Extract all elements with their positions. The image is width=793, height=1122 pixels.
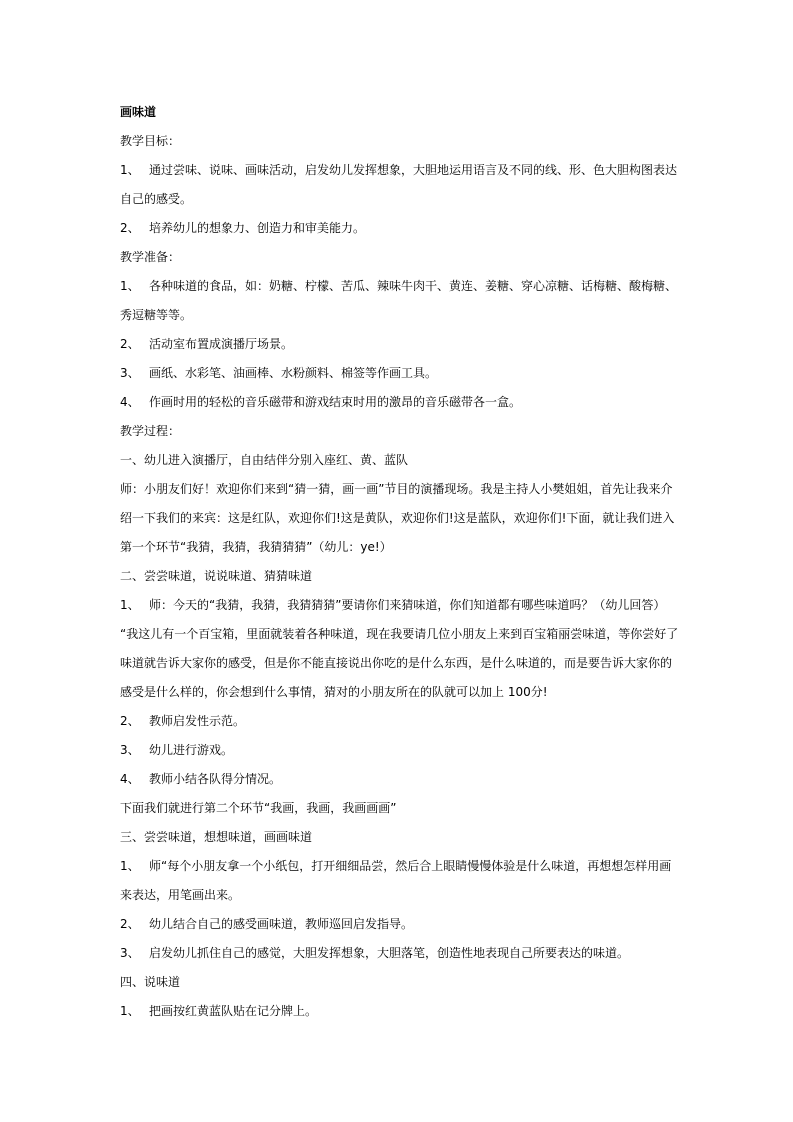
- text-line: [120, 794, 680, 823]
- line-text: 二、尝尝味道，说说味道、猜猜味道: [120, 569, 313, 583]
- text-line: [120, 330, 680, 359]
- text-line: [120, 475, 680, 504]
- text-line: [120, 127, 680, 156]
- text-line: [120, 504, 680, 533]
- line-text: 师：今天的“我猜，我猜，我猜猜猜”要请你们来猜味道，你们知道都有哪些味道吗？（幼儿回答）: [149, 598, 666, 612]
- document-body: [120, 127, 680, 1026]
- text-line: [120, 533, 680, 562]
- line-text: 各种味道的食品，如：奶糖、柠檬、苦瓜、辣味牛肉干、黄连、姜糖、穿心凉糖、话梅糖、酸梅糖、: [149, 279, 678, 293]
- list-number: 3、: [120, 366, 140, 380]
- list-number: 2、: [120, 221, 140, 235]
- line-text: 画纸、水彩笔、油画棒、水粉颜料、棉签等作画工具。: [149, 366, 438, 380]
- line-text: 绍一下我们的来宾：这是红队，欢迎你们!这是黄队，欢迎你们!这是蓝队，欢迎你们!下面，就让我们进入: [120, 511, 675, 525]
- line-text: 师：小朋友们好！欢迎你们来到“猜一猜，画一画”节目的演播现场。我是主持人小樊姐姐，首先让我来介: [120, 482, 673, 496]
- line-text: 一、幼儿进入演播厅，自由结伴分别入座红、黄、蓝队: [120, 453, 409, 467]
- text-line: [120, 881, 680, 910]
- line-text: 四、说味道: [120, 975, 181, 989]
- line-text: 自己的感受。: [120, 192, 193, 206]
- line-text: 启发幼儿抓住自己的感觉，大胆发挥想象，大胆落笔，创造性地表现自己所要表达的味道。: [149, 946, 630, 960]
- text-line: [120, 968, 680, 997]
- text-line: [120, 185, 680, 214]
- text-line: [120, 359, 680, 388]
- line-text: 教学目标：: [120, 134, 181, 148]
- text-line: [120, 823, 680, 852]
- text-line: [120, 707, 680, 736]
- text-line: [120, 243, 680, 272]
- line-text: “我这儿有一个百宝箱，里面就装着各种味道，现在我要请几位小朋友上来到百宝箱丽尝味道，等你尝好了: [120, 627, 679, 641]
- list-number: 2、: [120, 337, 140, 351]
- text-line: [120, 417, 680, 446]
- list-number: 1、: [120, 598, 140, 612]
- document-title: 画味道: [120, 105, 157, 119]
- line-text: 味道就告诉大家你的感受，但是你不能直接说出你吃的是什么东西，是什么味道的，而是要告诉大家你的: [120, 656, 673, 670]
- text-line: [120, 997, 680, 1026]
- line-text: 作画时用的轻松的音乐磁带和游戏结束时用的激昂的音乐磁带各一盒。: [149, 395, 522, 409]
- text-line: [120, 939, 680, 968]
- line-text: 活动室布置成演播厅场景。: [149, 337, 294, 351]
- line-text: 教学准备：: [120, 250, 181, 264]
- list-number: 4、: [120, 772, 140, 786]
- text-line: [120, 562, 680, 591]
- list-number: 4、: [120, 395, 140, 409]
- text-line: [120, 852, 680, 881]
- text-line: [120, 156, 680, 185]
- list-number: 1、: [120, 859, 140, 873]
- text-line: [120, 214, 680, 243]
- text-line: [120, 620, 680, 649]
- list-number: 2、: [120, 917, 140, 931]
- document-page: [120, 98, 680, 1026]
- text-line: [120, 765, 680, 794]
- line-text: 感受是什么样的，你会想到什么事情，猜对的小朋友所在的队就可以加上 100分!: [120, 685, 548, 699]
- line-text: 教学过程：: [120, 424, 181, 438]
- line-text: 下面我们就进行第二个环节“我画，我画，我画画画”: [120, 801, 397, 815]
- line-text: 教师启发性示范。: [149, 714, 246, 728]
- text-line: [120, 678, 680, 707]
- list-number: 2、: [120, 714, 140, 728]
- line-text: 三、尝尝味道，想想味道，画画味道: [120, 830, 313, 844]
- list-number: 1、: [120, 163, 140, 177]
- text-line: [120, 649, 680, 678]
- line-text: 把画按红黄蓝队贴在记分牌上。: [149, 1004, 318, 1018]
- text-line: [120, 388, 680, 417]
- text-line: [120, 910, 680, 939]
- line-text: 第一个环节“我猜，我猜，我猜猜猜”（幼儿：ye!）: [120, 540, 392, 554]
- line-text: 教师小结各队得分情况。: [149, 772, 282, 786]
- text-line: [120, 272, 680, 301]
- line-text: 秀逗糖等等。: [120, 308, 193, 322]
- list-number: 3、: [120, 946, 140, 960]
- text-line: [120, 301, 680, 330]
- text-line: [120, 446, 680, 475]
- list-number: 1、: [120, 279, 140, 293]
- line-text: 培养幼儿的想象力、创造力和审美能力。: [149, 221, 366, 235]
- text-line: [120, 591, 680, 620]
- text-line: [120, 736, 680, 765]
- line-text: 通过尝味、说味、画味活动，启发幼儿发挥想象，大胆地运用语言及不同的线、形、色大胆构图表达: [149, 163, 678, 177]
- line-text: 来表达，用笔画出来。: [120, 888, 241, 902]
- line-text: 幼儿结合自己的感受画味道，教师巡回启发指导。: [149, 917, 414, 931]
- line-text: 幼儿进行游戏。: [149, 743, 234, 757]
- list-number: 1、: [120, 1004, 140, 1018]
- line-text: 师“每个小朋友拿一个小纸包，打开细细品尝，然后合上眼睛慢慢体验是什么味道，再想想怎样用画: [149, 859, 672, 873]
- list-number: 3、: [120, 743, 140, 757]
